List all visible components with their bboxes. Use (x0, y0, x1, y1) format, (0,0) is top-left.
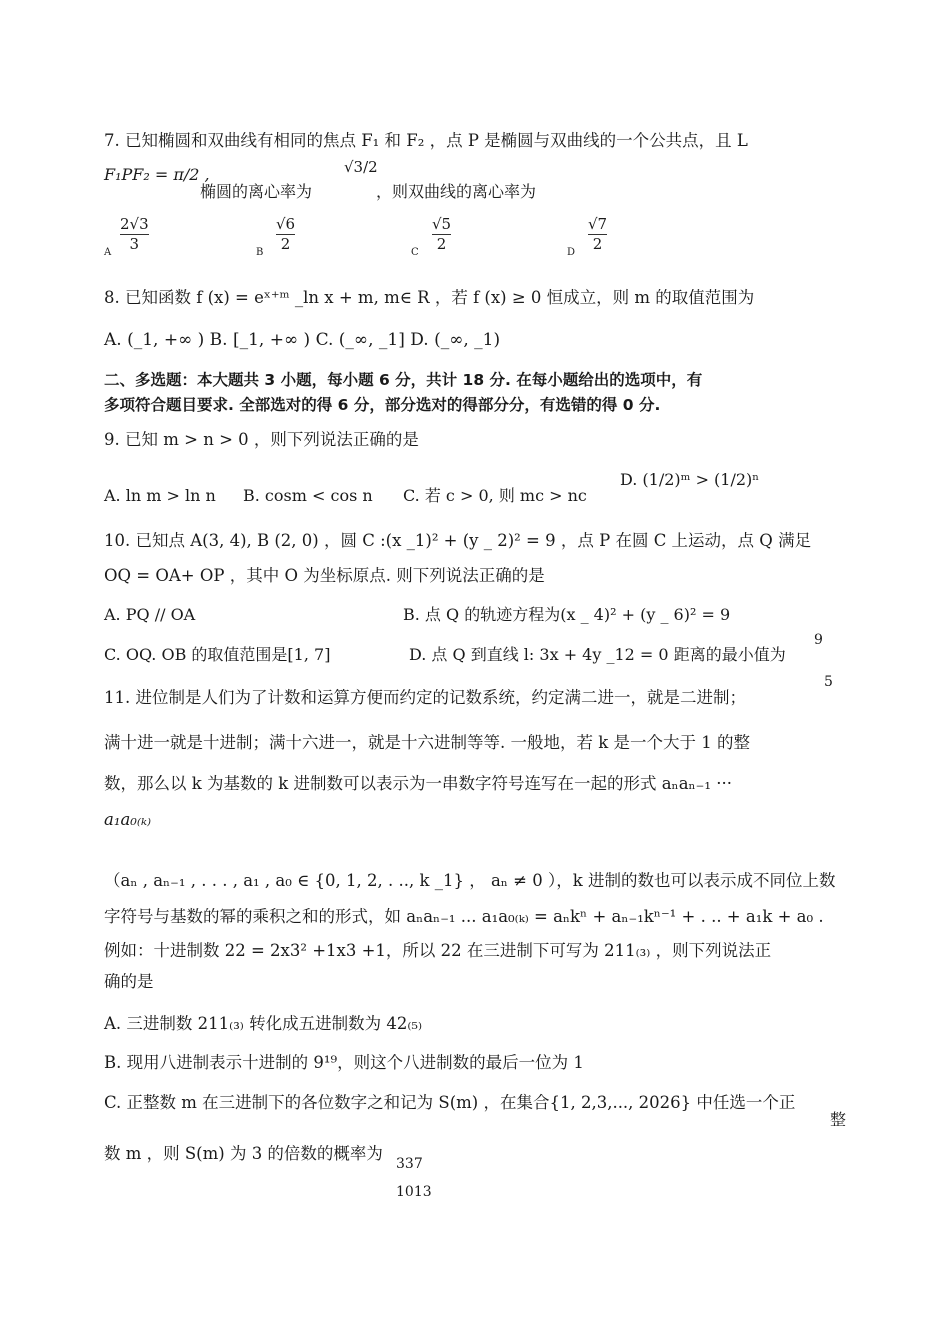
q11-option-b[interactable]: B. 现用八进制表示十进制的 9¹⁹，则这个八进制数的最后一位为 1 (104, 1053, 584, 1072)
q7-option-fraction (432, 216, 451, 252)
fraction-numerator: √7 (588, 215, 608, 233)
q7-option-letter: C (411, 247, 419, 258)
q10-stem-line1: 10. 已知点 A(3, 4), B (2, 0) ，圆 C :(x _1)² + (y _ 2)² = 9 ，点 P 在圆 C 上运动，点 Q 满足 (104, 531, 812, 550)
q10-stem-line2: OQ = OA+ OP ，其中 O 为坐标原点. 则下列说法正确的是 (104, 566, 545, 585)
fraction-denominator: 2 (436, 234, 447, 253)
q9-option-b[interactable]: B. cosm < cos n (243, 486, 373, 505)
q7-option-letter: B (256, 247, 264, 258)
q9-option-d[interactable]: D. (1/2)ᵐ > (1/2)ⁿ (620, 470, 760, 489)
q7-stem-line2: 椭圆的离心率为 (200, 182, 313, 201)
q7-option-fraction (588, 216, 607, 252)
q11-stem-line4: a₁a₀₍ₖ₎ (104, 810, 152, 829)
q11-c-numerator: 337 (396, 1156, 423, 1172)
q11-option-c-wrap: 整 (830, 1110, 847, 1129)
q8-stem: 8. 已知函数 f (x) = eˣ⁺ᵐ _ln x + m, m∈ R ，若 f (x) ≥ 0 恒成立，则 m 的取值范围为 (104, 288, 755, 307)
q8-options: A. (_1, +∞ ) B. [_1, +∞ ) C. (_∞, _1] D. (_∞, _1) (104, 330, 501, 350)
q10-option-d[interactable]: D. 点 Q 到直线 l: 3x + 4y _12 = 0 距离的最小值为 (409, 645, 786, 664)
q11-stem-line1: 11. 进位制是人们为了计数和运算方便而约定的记数系统，约定满二进一，就是二进制； (104, 688, 746, 707)
q11-stem-line6: 字符号与基数的幂的乘积之和的形式，如 aₙaₙ₋₁ ... a₁a₀₍ₖ₎ = aₙkⁿ + aₙ₋₁kⁿ⁻¹ + . .. + a₁k + a₀ . (104, 907, 824, 926)
q7-option-letter: D (567, 247, 576, 258)
q10-option-b[interactable]: B. 点 Q 的轨迹方程为(x _ 4)² + (y _ 6)² = 9 (403, 605, 731, 624)
q7-stem-line2-end: ，则双曲线的离心率为 (376, 182, 537, 201)
q11-option-c-line1[interactable]: C. 正整数 m 在三进制下的各位数字之和记为 S(m) ，在集合{1, 2,3,..., 2026} 中任选一个正 (104, 1093, 796, 1112)
q7-angle-expression: F₁PF₂ = π/2 , (104, 165, 210, 184)
section-2-heading-line1: 二、多选题：本大题共 3 小题，每小题 6 分，共计 18 分. 在每小题给出的选项中，有 (104, 371, 703, 389)
q10-option-c[interactable]: C. OQ. OB 的取值范围是[1, 7] (104, 645, 331, 664)
q7-option-letter: A (104, 247, 112, 258)
q11-stem-line7: 例如：十进制数 22 = 2x3² +1x3 +1，所以 22 在三进制下可写为 211₍₃₎ ，则下列说法正 (104, 941, 772, 960)
q10-option-a[interactable]: A. PQ // OA (104, 605, 196, 624)
fraction-denominator: 2 (280, 234, 291, 253)
q11-option-c-line2: 数 m ，则 S(m) 为 3 的倍数的概率为 (104, 1144, 383, 1163)
q10-d-numerator: 9 (814, 632, 823, 648)
q11-stem-line8: 确的是 (104, 972, 154, 991)
fraction-numerator: 2√3 (120, 215, 149, 233)
q11-stem-line3: 数，那么以 k 为基数的 k 进制数可以表示为一串数字符号连写在一起的形式 aₙaₙ₋₁ ··· (104, 774, 732, 793)
q11-stem-line2: 满十进一就是十进制；满十六进一，就是十六进制等等. 一般地，若 k 是一个大于 1 的整 (104, 733, 750, 752)
q11-c-denominator: 1013 (396, 1184, 432, 1200)
fraction-denominator: 3 (129, 234, 140, 253)
section-2-heading-line2: 多项符合题目要求. 全部选对的得 6 分，部分选对的得部分分，有选错的得 0 分. (104, 396, 661, 414)
q7-option-fraction (276, 216, 295, 252)
fraction-numerator: √5 (432, 215, 452, 233)
q7-stem-line1: 7. 已知椭圆和双曲线有相同的焦点 F₁ 和 F₂ ，点 P 是椭圆与双曲线的一个公共点，且 L (104, 131, 748, 150)
q7-option-fraction (120, 216, 149, 252)
q11-stem-line5: （aₙ , aₙ₋₁ , . . . , a₁ , a₀ ∈ {0, 1, 2, . .., k _1} ， aₙ ≠ 0 ），k 进制的数也可以表示成不同位上数 (104, 871, 836, 890)
q10-d-denominator: 5 (824, 674, 833, 690)
fraction-denominator: 2 (592, 234, 603, 253)
fraction-numerator: √6 (276, 215, 296, 233)
q7-ellipse-eccentricity: √3/2 (344, 158, 378, 176)
q9-option-c[interactable]: C. 若 c > 0, 则 mc > nc (403, 486, 587, 505)
q9-option-a[interactable]: A. ln m > ln n (104, 486, 216, 505)
q11-option-a[interactable]: A. 三进制数 211₍₃₎ 转化成五进制数为 42₍₅₎ (104, 1014, 423, 1033)
q9-stem: 9. 已知 m > n > 0 ，则下列说法正确的是 (104, 430, 419, 449)
